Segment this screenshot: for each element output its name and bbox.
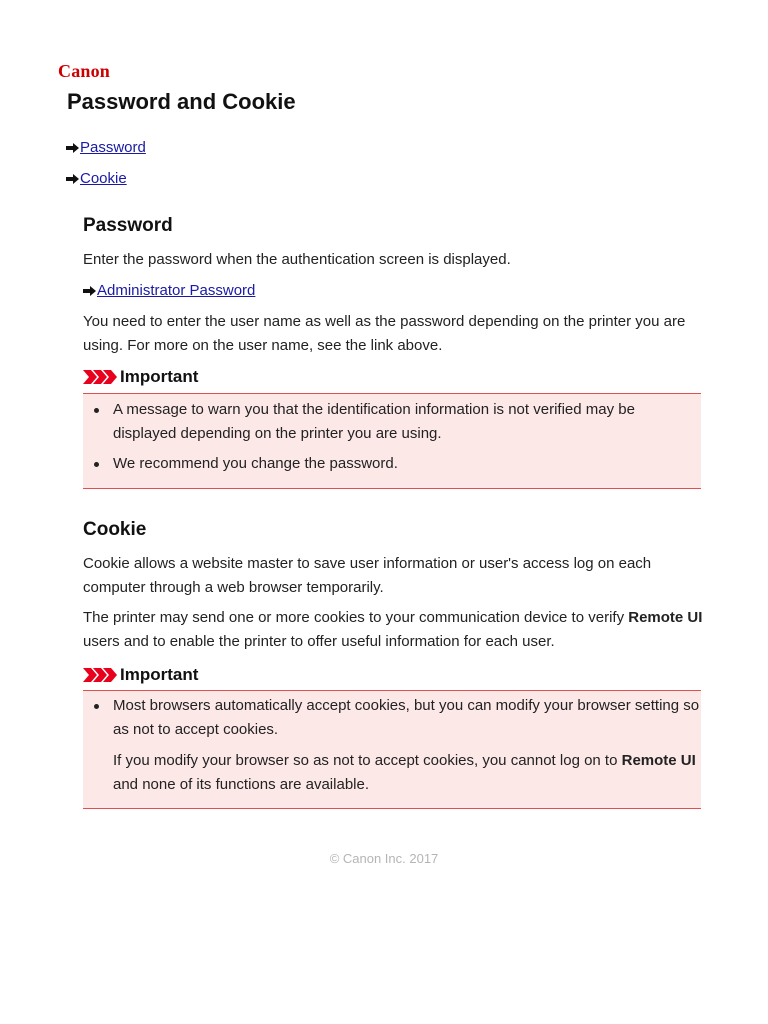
important-heading-password	[83, 367, 198, 387]
password-intro: Enter the password when the authentication screen is displayed.	[83, 251, 511, 268]
toc-link-password[interactable]	[66, 139, 146, 156]
important-chevrons-icon	[83, 370, 118, 384]
toc-link-cookie[interactable]	[66, 170, 127, 187]
cookie-heading: Cookie	[83, 519, 147, 540]
remote-ui-term: Remote UI	[628, 609, 703, 626]
note-item: Most browsers automatically accept cookies, but you can modify your browser setting so as not to accept cookies.	[83, 694, 701, 742]
canon-logo: Canon	[58, 61, 111, 81]
arrow-right-icon	[66, 174, 79, 184]
arrow-right-icon	[83, 286, 96, 296]
note-item: A message to warn you that the identification information is not verified may be displayed depending on the printer you are using.	[83, 398, 701, 446]
cookie-para1-block	[83, 552, 703, 600]
important-chevrons-icon	[83, 668, 118, 682]
note-item: We recommend you change the password.	[83, 452, 701, 476]
cookie-para2	[83, 606, 703, 654]
cookie-para2-block	[83, 606, 703, 654]
password-body: You need to enter the user name as well as the password depending on the printer you are using. For more on the user name, see the link above.	[83, 313, 686, 354]
note-sub-text: If you modify your browser so as not to accept cookies, you cannot log on to	[113, 752, 622, 769]
copyright-footer: © Canon Inc. 2017	[329, 851, 439, 866]
admin-password-link[interactable]: Administrator Password	[97, 282, 256, 299]
note-sub-text-end: and none of its functions are available.	[113, 776, 370, 793]
toc-password-link[interactable]: Password	[80, 139, 146, 156]
password-heading: Password	[83, 215, 173, 236]
page-title: Password and Cookie	[67, 89, 296, 114]
cookie-para1: Cookie allows a website master to save user information or user's access log on each computer through a web browser temporarily.	[83, 555, 652, 596]
important-label: Important	[120, 665, 199, 684]
cookie-section	[83, 519, 703, 541]
cookie-para2-text: The printer may send one or more cookies to your communication device to verify	[83, 609, 629, 626]
important-note-cookie	[83, 690, 701, 809]
important-label: Important	[120, 367, 199, 386]
cookie-para2-text-end: users and to enable the printer to offer useful information for each user.	[83, 633, 555, 650]
important-heading-cookie	[83, 665, 198, 685]
admin-password-link-row[interactable]	[83, 282, 255, 299]
password-section	[83, 215, 703, 237]
password-body-block	[83, 310, 703, 358]
remote-ui-term: Remote UI	[621, 752, 696, 769]
important-note-password	[83, 393, 701, 489]
toc-cookie-link[interactable]: Cookie	[80, 170, 127, 187]
arrow-right-icon	[66, 143, 79, 153]
password-intro-block	[83, 248, 703, 272]
note-subparagraph	[83, 749, 701, 797]
